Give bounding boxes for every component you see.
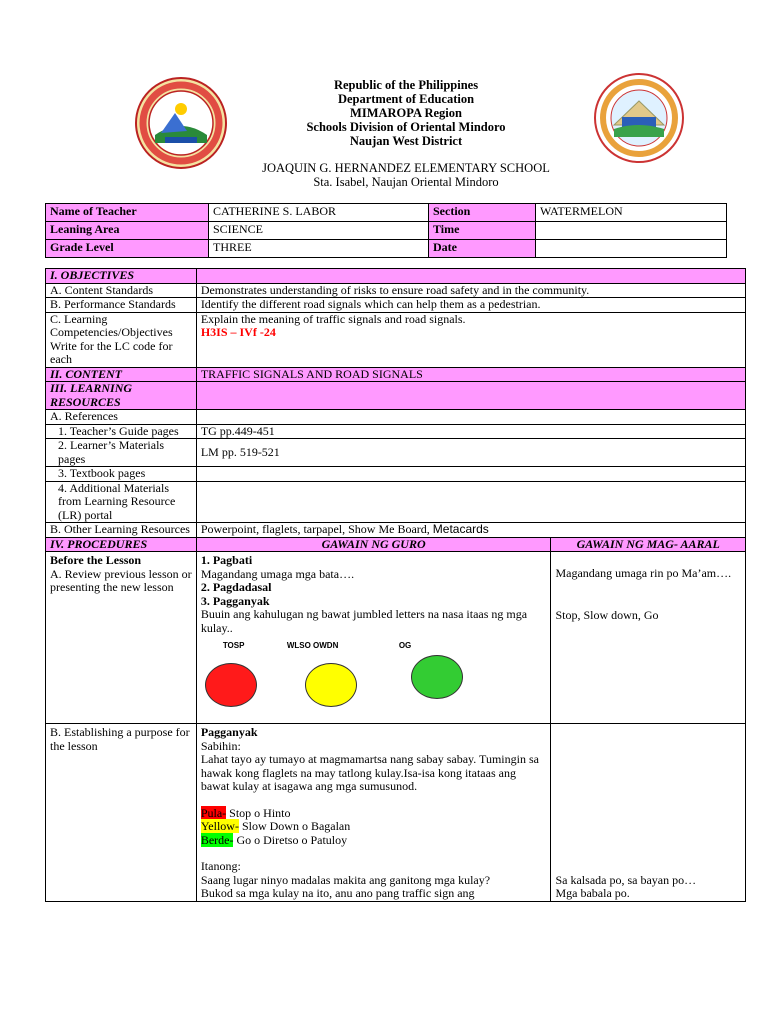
berde-line	[201, 834, 547, 848]
question-2: Bukod sa mga kulay na ito, anu ano pang traffic sign ang	[200, 886, 475, 900]
table-row	[46, 382, 746, 410]
learner-activity-cell	[551, 552, 746, 724]
lc-code: H3IS – IVf -24	[200, 325, 276, 339]
other-resources-value-2: Metacards	[432, 522, 489, 536]
question-1: Saang lugar ninyo madalas makita ang ganitong mga kulay?	[200, 872, 491, 887]
section-label: Section	[429, 204, 536, 222]
pagbati-label: 1. Pagbati	[200, 553, 253, 567]
table-row	[46, 537, 746, 552]
teacher-info-table	[45, 203, 727, 258]
pagganyak-text: Buuin ang kahulugan ng bawat jumbled letters na nasa itaas ng mga kulay..	[200, 607, 528, 635]
table-row	[46, 204, 727, 222]
references-label: A. References	[46, 410, 197, 425]
table-row	[46, 312, 746, 367]
berde-label: Berde-	[200, 832, 234, 847]
other-resources-value: Powerpoint, flaglets, tarpapel, Show Me Board,	[200, 522, 430, 536]
table-row	[46, 439, 746, 467]
competency-value: Explain the meaning of traffic signals and road signals.	[200, 311, 466, 326]
learner-answer: Stop, Slow down, Go	[555, 607, 659, 622]
jumbled-word-3: OG	[398, 641, 412, 650]
references-value	[196, 410, 745, 425]
lesson-table	[45, 268, 746, 902]
pula-text: Stop o Hinto	[229, 805, 291, 820]
pagganyak2-label: Pagganyak	[200, 725, 258, 739]
resources-heading: III. LEARNING RESOURCES	[46, 382, 197, 410]
procedures-heading: IV. PROCEDURES	[46, 537, 197, 552]
header-region: MIMAROPA Region	[350, 106, 462, 120]
school-seal-logo	[594, 73, 684, 163]
header-republic: Republic of the Philippines	[333, 78, 479, 92]
teacher-label: Name of Teacher	[46, 204, 209, 222]
performance-standards-label: B. Performance Standards	[46, 298, 197, 313]
competency-label: C. Learning Competencies/Objectives	[50, 311, 173, 339]
content-standards-value: Demonstrates understanding of risks to ensure road safety and in the community.	[196, 283, 745, 298]
red-circle	[205, 663, 257, 707]
lm-label: 2. Learner’s Materials pages	[46, 439, 197, 467]
teacher-column-heading: GAWAIN NG GURO	[196, 537, 551, 552]
time-value	[536, 222, 727, 240]
spacer	[201, 847, 547, 860]
table-row	[46, 724, 746, 902]
yellow-circle	[305, 663, 357, 707]
green-circle	[411, 655, 463, 699]
pagbati-text: Magandang umaga mga bata….	[200, 566, 355, 581]
table-row	[46, 222, 727, 240]
yellow-text: Slow Down o Bagalan	[241, 819, 351, 833]
learner-column-heading: GAWAIN NG MAG- AARAL	[551, 537, 746, 552]
jumbled-word-2: WLSO OWDN	[286, 641, 339, 650]
table-row	[46, 240, 727, 258]
section-value: WATERMELON	[536, 204, 727, 222]
spacer	[555, 581, 741, 609]
division-seal-logo	[135, 77, 227, 169]
area-label: Leaning Area	[46, 222, 209, 240]
additional-label: 4. Additional Materials from Learning Resource (LR) portal	[46, 481, 197, 523]
school-name: JOAQUIN G. HERNANDEZ ELEMENTARY SCHOOL	[262, 161, 550, 175]
tg-label: 1. Teacher’s Guide pages	[46, 424, 197, 439]
date-label: Date	[429, 240, 536, 258]
competency-value-cell	[196, 312, 745, 367]
content-heading: II. CONTENT	[46, 367, 197, 382]
textbook-label: 3. Textbook pages	[46, 467, 197, 482]
sabihin-label: Sabihin:	[200, 738, 241, 753]
pula-line	[201, 807, 547, 821]
resources-heading-fill	[196, 382, 745, 410]
content-value: TRAFFIC SIGNALS AND ROAD SIGNALS	[196, 367, 745, 382]
purpose-teacher-cell	[196, 724, 551, 902]
teacher-value: CATHERINE S. LABOR	[209, 204, 429, 222]
learner-reply-1: Sa kalsada po, sa bayan po…	[555, 872, 697, 887]
other-resources-label: B. Other Learning Resources	[46, 523, 197, 538]
table-row	[46, 552, 746, 724]
review-label: A. Review previous lesson or presenting the new lesson	[50, 566, 192, 594]
yellow-label: Yellow-	[200, 819, 239, 833]
table-row	[46, 283, 746, 298]
table-row	[46, 467, 746, 482]
table-row	[46, 269, 746, 284]
pagdadasal-label: 2. Pagdadasal	[200, 580, 272, 594]
yellow-line	[201, 820, 547, 834]
review-cell	[46, 552, 197, 724]
learner-greeting: Magandang umaga rin po Ma’am….	[555, 566, 732, 580]
berde-text: Go o Diretso o Patuloy	[236, 832, 348, 847]
school-address: Sta. Isabel, Naujan Oriental Mindoro	[313, 175, 499, 189]
pula-label: Pula-	[200, 805, 227, 820]
teacher-activity-cell	[196, 552, 551, 724]
textbook-value	[196, 467, 745, 482]
lm-value: LM pp. 519-521	[196, 439, 745, 467]
competency-note: Write for the LC code for each	[50, 338, 173, 366]
tg-value: TG pp.449-451	[196, 424, 745, 439]
pagganyak-label: 3. Pagganyak	[200, 593, 270, 608]
purpose-label: B. Establishing a purpose for the lesson	[46, 724, 197, 902]
document-header	[230, 78, 582, 148]
table-row	[46, 481, 746, 523]
traffic-light-figure	[201, 639, 547, 723]
header-district: Naujan West District	[349, 134, 463, 148]
header-division: Schools Division of Oriental Mindoro	[306, 120, 506, 134]
instruction-text: Lahat tayo ay tumayo at magmamartsa nang sabay sabay. Tumingin sa hawak kong flaglets na may tatlong kulay.Isa-isa kong itataas ang bawat kulay at isagawa ang mga sumusunod.	[200, 752, 539, 793]
learner-reply-2: Mga babala po.	[555, 886, 630, 900]
header-department: Department of Education	[337, 92, 475, 106]
jumbled-word-1: TOSP	[222, 641, 245, 650]
date-value	[536, 240, 727, 258]
table-row	[46, 523, 746, 538]
school-block	[180, 161, 632, 189]
additional-value	[196, 481, 745, 523]
performance-standards-value: Identify the different road signals which can help them as a pedestrian.	[196, 298, 745, 313]
objectives-heading-fill	[196, 269, 745, 284]
table-row	[46, 424, 746, 439]
competency-cell	[46, 312, 197, 367]
content-standards-label: A. Content Standards	[46, 283, 197, 298]
time-label: Time	[429, 222, 536, 240]
other-resources-cell	[196, 523, 745, 538]
purpose-learner-cell	[551, 724, 746, 902]
table-row	[46, 367, 746, 382]
area-value: SCIENCE	[209, 222, 429, 240]
before-lesson-label: Before the Lesson	[50, 553, 142, 567]
itanong-label: Itanong:	[200, 859, 241, 873]
table-row	[46, 298, 746, 313]
table-row	[46, 410, 746, 425]
grade-value: THREE	[209, 240, 429, 258]
objectives-heading: I. OBJECTIVES	[46, 269, 197, 284]
grade-label: Grade Level	[46, 240, 209, 258]
